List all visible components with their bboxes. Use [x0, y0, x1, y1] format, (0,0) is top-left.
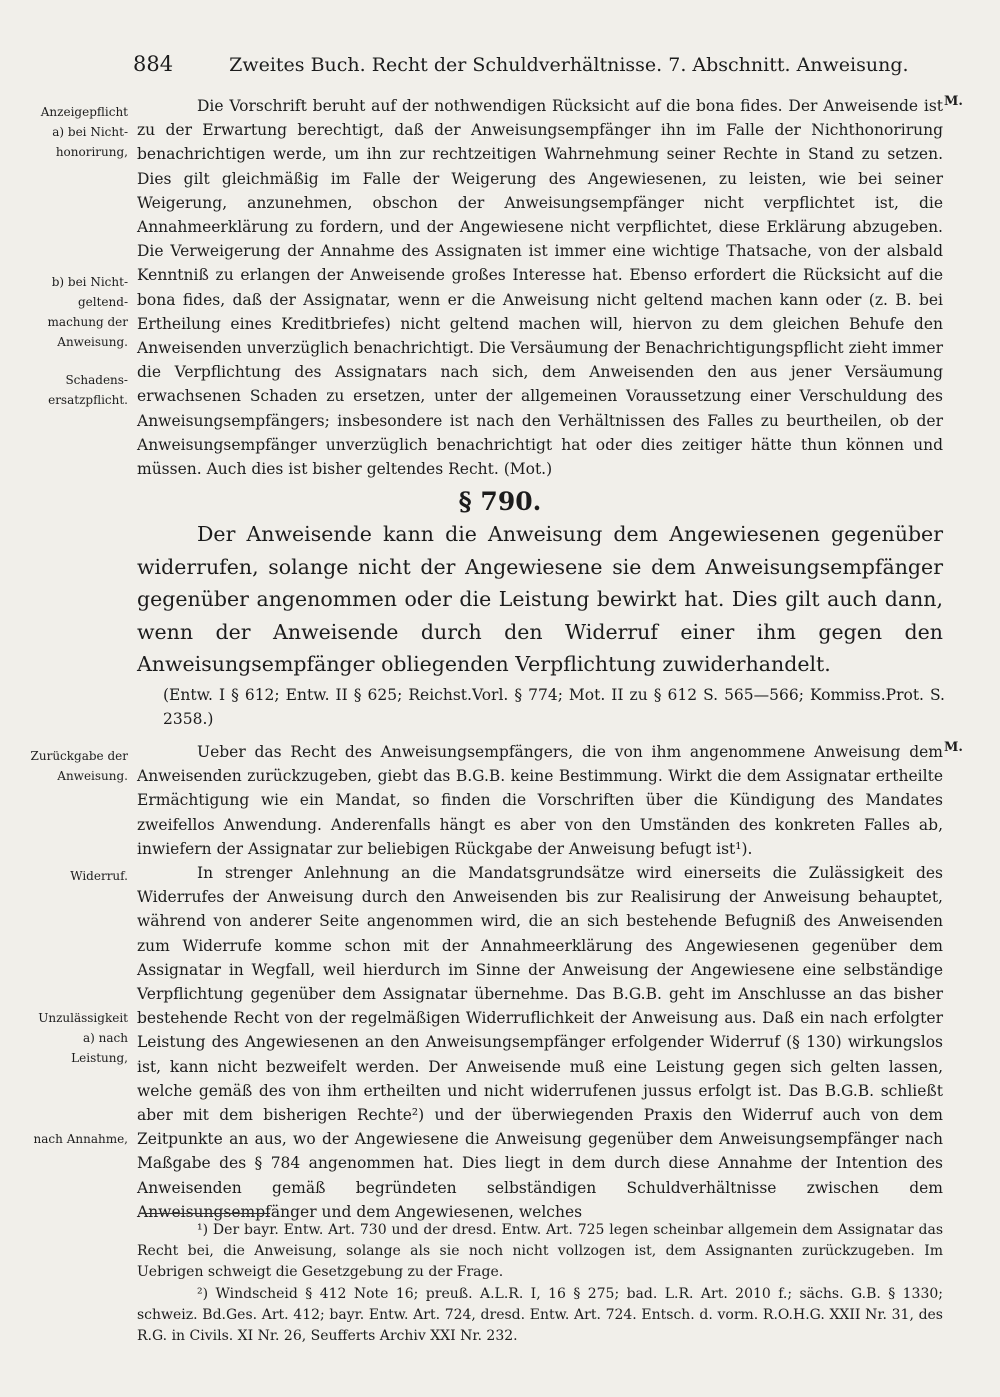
footnotes — [137, 1220, 943, 1348]
page-number: 884 — [133, 52, 174, 76]
sidenote-after-acceptance: nach Annahme, — [33, 1132, 128, 1146]
statute-text — [137, 518, 943, 681]
sidenote-inadmissibility: Unzulässigkeit a) nach Leistung, — [38, 1011, 128, 1065]
footnote-1: ¹) Der bayr. Entw. Art. 730 und der dresd. Entw. Art. 725 legen scheinbar allgemein dem Assignatar das Recht bei, die Anweisung, solange als sie noch nicht vollzogen ist, dem Assignanten zurückzugeben. Im Uebrigen schweigt die Gesetzgebung zu der Frage. — [137, 1222, 943, 1280]
sidenote-non-assertion: b) bei Nicht- geltend- machung der Anweisung. — [47, 275, 128, 349]
footnote-2: ²) Windscheid § 412 Note 16; preuß. A.L.R. I, 16 § 275; bad. L.R. Art. 2010 f.; sächs. G.B. § 1330; schweiz. Bd.Ges. Art. 412; bayr. Entw. Art. 724, dresd. Entw. Art. 724. Entsch. d. vorm. R.O.H.G. XXII Nr. 31, des R.G. in Civils. XI Nr. 26, Seufferts Archiv XXI Nr. 232. — [137, 1286, 943, 1344]
sidenote-revocation: Widerruf. — [70, 869, 128, 883]
sidenote-notification-duty: Anzeigepflicht a) bei Nicht- honorirung, — [40, 105, 128, 159]
statute-paragraph: Der Anweisende kann die Anweisung dem Angewiesenen gegenüber widerrufen, solange nicht der Angewiesene sie dem Anweisungsempfänger gegenüber angenommen oder die Leistung bewirkt hat. Dies gilt auch dann, wenn der Anweisende durch den Widerruf einer ihm gegen den Anweisungsempfänger obliegenden Verpflichtung zuwiderhandelt. — [137, 522, 943, 676]
intro-text — [137, 94, 943, 481]
commentary-text — [137, 740, 943, 1224]
footnote-divider — [140, 1213, 270, 1214]
running-title: Zweites Buch. Recht der Schuldverhältnisse. 7. Abschnitt. Anweisung. — [229, 54, 909, 76]
sidenote-return-of-assignment: Zurückgabe der Anweisung. — [30, 749, 128, 783]
commentary-paragraph: Ueber das Recht des Anweisungsempfängers, die von ihm angenommene Anweisung dem Anweisenden zurückzugeben, giebt das B.G.B. keine Bestimmung. Wirkt die dem Assignatar ertheilte Ermächtigung wie ein Mandat, so finden die Vorschriften über die Kündigung des Mandates zweifellos Anwendung. Anderenfalls hängt es aber von den Umständen des konkreten Falles ab, inwiefern der Assignatar zur beliebigen Rückgabe der Anweisung befugt ist¹). — [137, 743, 943, 858]
commentary-paragraph: In strenger Anlehnung an die Mandatsgrundsätze wird einerseits die Zulässigkeit des Widerrufes der Anweisung durch den Anweisenden bis zur Realisirung der Anweisung behauptet, während von anderer Seite angenommen wird, die an sich bestehende Befugniß des Anweisenden zum Widerrufe komme schon mit der Annahmeerklärung des Angewiesenen gegenüber dem Assignatar in Wegfall, weil hierdurch im Sinne der Anweisung der Angewiesene eine selbständige Verpflichtung gegenüber dem Assignatar übernehme. Das B.G.B. geht im Anschlusse an das bisher bestehende Recht von der regelmäßigen Widerruflichkeit der Anweisung aus. Daß ein nach erfolgter Leistung des Angewiesenen an den Anweisungsempfänger erfolgender Widerruf (§ 130) wirkungslos ist, kann nicht bezweifelt werden. Der Anweisende muß eine Leistung gegen sich gelten lassen, welche gemäß des von ihm ertheilten und nicht widerrufenen jussus erfolgt ist. Das B.G.B. schließt aber mit dem bisherigen Rechte²) und der überwiegenden Praxis den Widerruf auch von dem Zeitpunkte an aus, wo der Angewiesene die Anweisung gegenüber dem Anweisungsempfänger nach Maßgabe des § 784 angenommen hat. Dies liegt in dem durch diese Annahme der Intention des Anweisenden gemäß begründeten selbständigen Schuldverhältnisse zwischen dem Anweisungsempfänger und dem Angewiesenen, welches — [137, 864, 943, 1221]
margin-marker: M. — [944, 740, 963, 755]
margin-marker: M. — [944, 94, 963, 109]
section-heading: § 790. — [458, 487, 542, 516]
intro-paragraph: Die Vorschrift beruht auf der nothwendigen Rücksicht auf die bona fides. Der Anweisende ist zu der Erwartung berechtigt, daß der Anweisungsempfänger ihn im Falle der Nichthonorirung benachrichtigen werde, um ihn zur rechtzeitigen Wahrnehmung seiner Rechte in Stand zu setzen. Dies gilt gleichmäßig im Falle der Weigerung des Angewiesenen, zu leisten, wie bei seiner Weigerung, anzunehmen, obschon der Anweisungsempfänger nicht verpflichtet ist, die Annahmeerklärung zu fordern, und der Angewiesene nicht verpflichtet, diese Erklärung abzugeben. Die Verweigerung der Annahme des Assignaten ist immer eine wichtige Thatsache, von der alsbald Kenntniß zu erlangen der Anweisende großes Interesse hat. Ebenso erfordert die Rücksicht auf die bona fides, daß der Assignatar, wenn er die Anweisung nicht geltend machen kann oder (z. B. bei Ertheilung eines Kreditbriefes) nicht geltend machen will, hiervon zu dem gleichen Behufe den Anweisenden unverzüglich benachrichtigt. Die Versäumung der Benachrichtigungspflicht zieht immer die Verpflichtung des Assignatars nach sich, dem Anweisenden den aus jener Versäumung erwachsenen Schaden zu ersetzen, unter der allgemeinen Voraussetzung einer Verschuldung des Anweisungsempfängers; insbesondere ist nach den Verhältnissen des Falles zu beurtheilen, ob der Anweisungsempfänger unverzüglich benachrichtigt hat oder dies zeitiger hätte thun können und müssen. Auch dies ist bisher geltendes Recht. (Mot.) — [137, 97, 943, 479]
sidenote-damages-liability: Schadens- ersatzpflicht. — [48, 373, 128, 407]
page-header — [133, 52, 933, 77]
source-references: (Entw. I § 612; Entw. II § 625; Reichst.Vorl. § 774; Mot. II zu § 612 S. 565—566; Kommiss.Prot. S. 2358.) — [163, 686, 945, 728]
